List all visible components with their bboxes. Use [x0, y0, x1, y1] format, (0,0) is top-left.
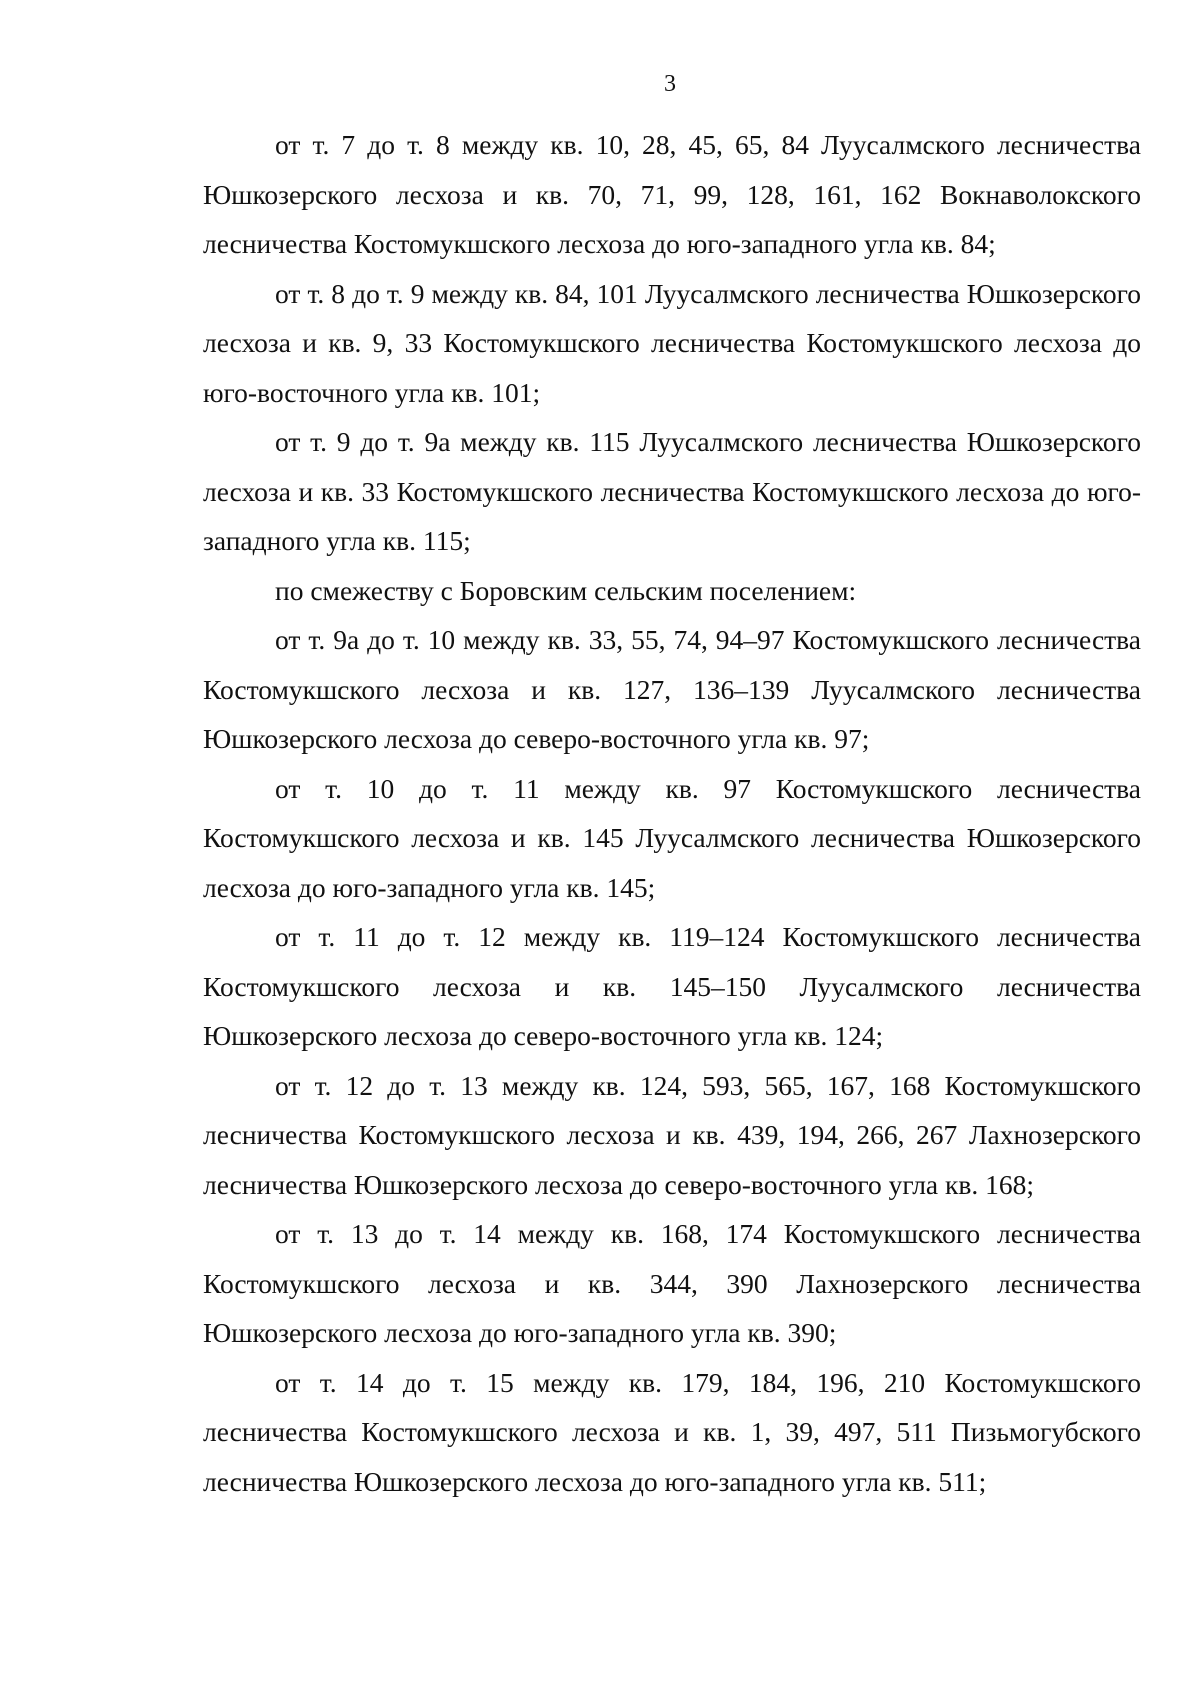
- paragraph-boundary-11-12: от т. 11 до т. 12 между кв. 119–124 Костомукшского лесничества Костомукшского лесхоза и кв. 145–150 Луусалмского лесничества Юшкозерского лесхоза до северо-восточного угла кв. 124;: [203, 921, 1141, 1051]
- paragraph-boundary-9a-10: от т. 9а до т. 10 между кв. 33, 55, 74, 94–97 Костомукшского лесничества Костомукшского лесхоза и кв. 127, 136–139 Луусалмского лесничества Юшкозерского лесхоза до северо-восточного угла кв. 97;: [203, 624, 1141, 754]
- paragraph-boundary-14-15: от т. 14 до т. 15 между кв. 179, 184, 196, 210 Костомукшского лесничества Костомукшского лесхоза и кв. 1, 39, 497, 511 Пизьмогубского лесничества Юшкозерского лесхоза до юго-западного угла кв. 511;: [203, 1366, 1141, 1497]
- paragraph-boundary-7-8: от т. 7 до т. 8 между кв. 10, 28, 45, 65, 84 Луусалмского лесничества Юшкозерского лесхоза и кв. 70, 71, 99, 128, 161, 162 Вокнаволокского лесничества Костомукшского лесхоза до юго-западного угла кв. 84;: [203, 129, 1141, 259]
- page-number: 3: [664, 71, 676, 97]
- paragraph-boundary-10-11: от т. 10 до т. 11 между кв. 97 Костомукшского лесничества Костомукшского лесхоза и кв. 145 Луусалмского лесничества Юшкозерского лесхоза до юго-западного угла кв. 145;: [203, 772, 1141, 903]
- paragraph-boundary-13-14: от т. 13 до т. 14 между кв. 168, 174 Костомукшского лесничества Костомукшского лесхоза и кв. 344, 390 Лахнозерского лесничества Юшкозерского лесхоза до юго-западного угла кв. 390;: [203, 1218, 1141, 1348]
- paragraph-section-heading: по смежеству с Боровским сельским поселением:: [275, 574, 857, 606]
- paragraph-boundary-12-13: от т. 12 до т. 13 между кв. 124, 593, 565, 167, 168 Костомукшского лесничества Костомукшского лесхоза и кв. 439, 194, 266, 267 Лахнозерского лесничества Юшкозерского лесхоза до северо-восточного угла кв. 168;: [203, 1069, 1141, 1200]
- paragraph-boundary-8-9: от т. 8 до т. 9 между кв. 84, 101 Луусалмского лесничества Юшкозерского лесхоза и кв. 9, 33 Костомукшского лесничества Костомукшского лесхоза до юго-восточного угла кв. 101;: [203, 277, 1141, 408]
- document-body: [203, 120, 1141, 1506]
- paragraph-boundary-9-9a: от т. 9 до т. 9а между кв. 115 Луусалмского лесничества Юшкозерского лесхоза и кв. 33 Костомукшского лесничества Костомукшского лесхоза до юго-западного угла кв. 115;: [203, 426, 1141, 556]
